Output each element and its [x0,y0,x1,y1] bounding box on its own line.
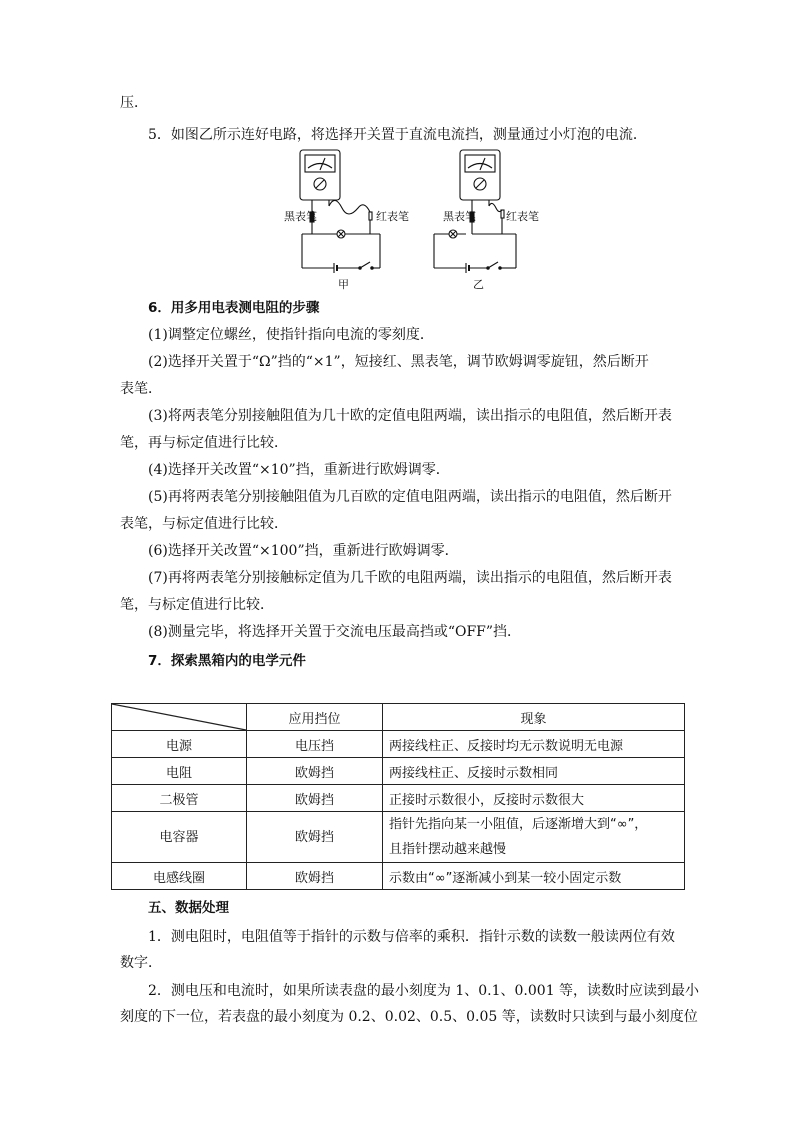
step-line: 笔，再与标定值进行比较． [120,435,288,451]
black-box-table [111,703,685,890]
data-line: 1．测电阻时，电阻值等于指针的示数与倍率的乘积．指针示数的读数一般读两位有效 [148,929,675,945]
step-line: (4)选择开关改置“×10”挡，重新进行欧姆调零． [148,462,450,478]
section-7-heading: 7．探索黑箱内的电学元件 [148,653,306,669]
table-row [112,731,685,758]
table-row [112,758,685,785]
black-probe-label-left: 黑表笔 [284,210,317,223]
cell-phenomenon [383,812,685,863]
cell-phenomenon: 两接线柱正、反接时示数相同 [383,758,685,785]
circuit-figure [284,146,539,292]
step-line: (1)调整定位螺丝，使指针指向电流的零刻度． [148,327,434,343]
step-line: 表笔． [120,381,162,397]
phenomenon-line: 且指针摆动越来越慢 [389,842,507,857]
text-line-continuation: 压． [120,95,148,111]
header-range: 应用挡位 [247,704,383,731]
cell-range: 欧姆挡 [247,863,383,890]
data-line: 数字． [120,955,162,971]
cell-range: 欧姆挡 [247,758,383,785]
cell-element: 电源 [112,731,247,758]
cell-range: 欧姆挡 [247,812,383,863]
step-line: (5)再将两表笔分别接触阻值为几百欧的定值电阻两端，读出指示的电阻值，然后断开 [148,489,672,505]
diagonal-header-cell [112,704,247,731]
step-5-text: 5．如图乙所示连好电路，将选择开关置于直流电流挡，测量通过小灯泡的电流． [148,127,647,143]
data-line: 2．测电压和电流时，如果所读表盘的最小刻度为 1、0.1、0.001 等，读数时应读到最小 [148,983,700,999]
step-line: (2)选择开关置于“Ω”挡的“×1”，短接红、黑表笔，调节欧姆调零旋钮，然后断开 [148,354,649,370]
step-line: 笔，与标定值进行比较． [120,597,274,613]
black-probe-label-right: 黑表笔 [443,210,476,223]
table-header-row [112,704,685,731]
cell-element: 电感线圈 [112,863,247,890]
cell-phenomenon: 两接线柱正、反接时均无示数说明无电源 [383,731,685,758]
data-line: 刻度的下一位，若表盘的最小刻度为 0.2、0.02、0.5、0.05 等，读数时只读到与最小刻度位 [120,1009,698,1025]
cell-element: 电阻 [112,758,247,785]
red-probe-label-left: 红表笔 [376,210,409,223]
section-6-heading: 6．用多用电表测电阻的步骤 [148,300,320,316]
multimeter-left [300,150,340,200]
step-line: (6)选择开关改置“×100”挡，重新进行欧姆调零． [148,543,459,559]
phenomenon-line: 指针先指向某一小阻值，后逐渐增大到“∞”， [389,817,648,832]
cell-phenomenon: 示数由“∞”逐渐减小到某一较小固定示数 [383,863,685,890]
header-phenomenon: 现象 [383,704,685,731]
table-row [112,812,685,863]
caption-right: 乙 [473,278,484,291]
section-data-heading: 五、数据处理 [148,900,229,916]
table-row [112,863,685,890]
circuit-diagrams [284,146,539,292]
cell-phenomenon: 正接时示数很小，反接时示数很大 [383,785,685,812]
step-line: (3)将两表笔分别接触阻值为几十欧的定值电阻两端，读出指示的电阻值，然后断开表 [148,408,672,424]
cell-range: 欧姆挡 [247,785,383,812]
step-line: 表笔，与标定值进行比较． [120,516,288,532]
step-line: (8)测量完毕，将选择开关置于交流电压最高挡或“OFF”挡． [148,624,522,640]
table-row [112,785,685,812]
diagonal-line [112,704,246,730]
step-line: (7)再将两表笔分别接触标定值为几千欧的电阻两端，读出指示的电阻值，然后断开表 [148,570,672,586]
red-probe-label-right: 红表笔 [506,210,539,223]
cell-element: 二极管 [112,785,247,812]
caption-left: 甲 [338,278,349,291]
multimeter-right [460,150,500,200]
cell-range: 电压挡 [247,731,383,758]
cell-element: 电容器 [112,812,247,863]
